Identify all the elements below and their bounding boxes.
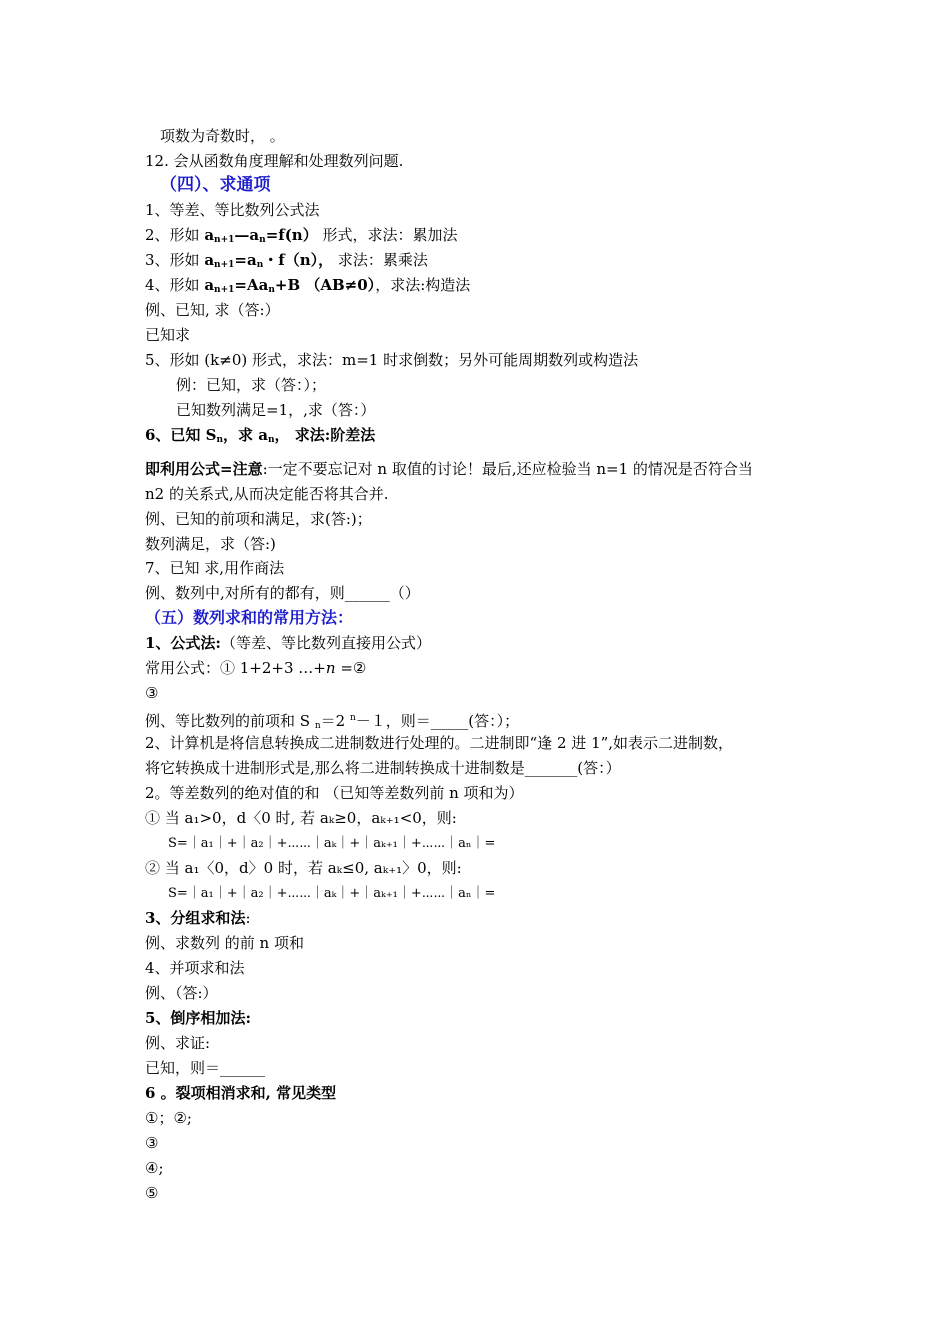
text-line: S=｜a₁｜+｜a₂｜+⋯⋯｜aₖ｜+｜aₖ₊₁｜+⋯⋯｜aₙ｜=: [168, 886, 496, 901]
text-line: ② 当 a₁〈0，d〉0 时，若 aₖ≤0, aₖ₊₁〉0，则:: [145, 859, 462, 877]
text-line: [145, 906, 251, 931]
section-heading-5: （五）数列求和的常用方法：: [145, 608, 354, 627]
subscript: n: [259, 235, 266, 245]
text-line: 5、形如 (k≠0) 形式，求法：m=1 时求倒数；另外可能周期数列或构造法: [145, 351, 639, 369]
text-line: 12. 会从函数角度理解和处理数列问题.: [145, 152, 404, 170]
text: 6、已知 S: [145, 426, 217, 444]
subscript: n: [216, 435, 224, 445]
text: 常用公式：① 1+2+3 …+: [145, 659, 326, 677]
text-line: ⑤: [145, 1184, 159, 1202]
text: 3、形如: [145, 251, 205, 269]
text-line: ③: [145, 684, 159, 702]
subscript: n: [314, 721, 321, 731]
emphasis: 即利用公式=注意: [145, 460, 263, 478]
text: :: [245, 909, 251, 927]
text-line: [145, 706, 519, 731]
subscript: n: [268, 435, 275, 445]
text-line: ④;: [145, 1159, 164, 1177]
subscript: n+1: [214, 285, 235, 295]
text: 4、形如: [145, 276, 205, 294]
subscript: n+1: [214, 235, 235, 245]
text: —a: [234, 226, 260, 244]
text-line: 2、计算机是将信息转换成二进制数进行处理的。二进制即“逢 2 进 1”,如表示二进制数，: [145, 734, 734, 752]
text: +B （AB≠0）: [274, 276, 376, 294]
text: ，求 a: [223, 426, 268, 444]
section-heading-4: （四）、求通项: [160, 175, 271, 195]
text-line: ① 当 a₁>0，d〈0 时, 若 aₖ≥0，aₖ₊₁<0，则:: [145, 809, 457, 827]
text: =②: [335, 659, 367, 677]
text-line: 7、已知 求,用作商法: [145, 559, 285, 577]
text-line: 数列满足，求（答:): [145, 535, 276, 553]
emphasis: 3、分组求和法: [145, 909, 246, 927]
text-line: 4、并项求和法: [145, 959, 245, 977]
text-line: [145, 656, 366, 681]
text: 求法：累乘法: [333, 251, 428, 269]
subscript: n+1: [214, 260, 235, 270]
text: ＝2: [320, 712, 350, 730]
text-line: 例、求数列 的前 n 项和: [145, 934, 304, 952]
text-line: [145, 457, 753, 482]
text-line: S=｜a₁｜+｜a₂｜+⋯⋯｜aₖ｜+｜aₖ₊₁｜+⋯⋯｜aₙ｜=: [168, 836, 496, 851]
formula-line: [145, 248, 428, 273]
text: =f(n）: [265, 226, 318, 244]
text: －１，则＝_____(答：）；: [355, 712, 520, 730]
text-line: 项数为奇数时， 。: [160, 127, 285, 145]
text: =Aa: [234, 276, 269, 294]
text-line: ①；②;: [145, 1109, 192, 1127]
text-line: 例、数列中,对所有的都有，则______（）: [145, 584, 420, 602]
subscript: n: [268, 285, 275, 295]
formula-line: [145, 223, 458, 248]
text-line: ③: [145, 1134, 159, 1152]
text-line: 例：已知，求（答：）；: [176, 376, 327, 394]
text: ，求法:构造法: [375, 276, 471, 294]
text: ， 求法:阶差法: [274, 426, 376, 444]
superscript: n: [349, 713, 356, 723]
text: 例、等比数列的前项和 S: [145, 712, 315, 730]
text: a: [204, 226, 215, 244]
text: a: [204, 276, 215, 294]
text-line: 例、已知的前项和满足，求(答:)；: [145, 510, 372, 528]
text-line: 6 。裂项相消求和, 常见类型: [145, 1084, 337, 1102]
subscript: n: [256, 260, 264, 270]
text-line: 已知求: [145, 326, 191, 344]
text: 形式，求法：累加法: [317, 226, 458, 244]
text-line: 已知，则＝______: [145, 1059, 266, 1077]
emphasis: 1、公式法:: [145, 634, 221, 652]
text-line: 2。等差数列的绝对值的和 （已知等差数列前 n 项和为）: [145, 784, 524, 802]
formula-line: [145, 273, 470, 298]
text: a: [204, 251, 215, 269]
text-line: 5、倒序相加法:: [145, 1009, 251, 1027]
text: =a: [234, 251, 257, 269]
text-line: [145, 631, 431, 656]
text-line: 将它转换成十进制形式是,那么将二进制转换成十进制数是_______(答：）: [145, 759, 621, 777]
text-line: n2 的关系式,从而决定能否将其合并.: [145, 485, 389, 503]
text-line: 例、已知, 求（答:）: [145, 301, 280, 319]
text-line: 1、等差、等比数列公式法: [145, 201, 320, 219]
text: :一定不要忘记对 n 取值的讨论！最后,还应检验当 n=1 的情况是否符合当: [262, 460, 753, 478]
text: 2、形如: [145, 226, 205, 244]
text: ・f（n），: [263, 251, 334, 269]
text-line: 已知数列满足=1，,求（答：）: [176, 401, 376, 419]
text-line: 例、求证:: [145, 1034, 211, 1052]
text-line: 例、（答:）: [145, 984, 218, 1002]
text: （等差、等比数列直接用公式）: [220, 634, 431, 652]
formula-line: [145, 423, 375, 448]
variable: n: [325, 659, 336, 677]
